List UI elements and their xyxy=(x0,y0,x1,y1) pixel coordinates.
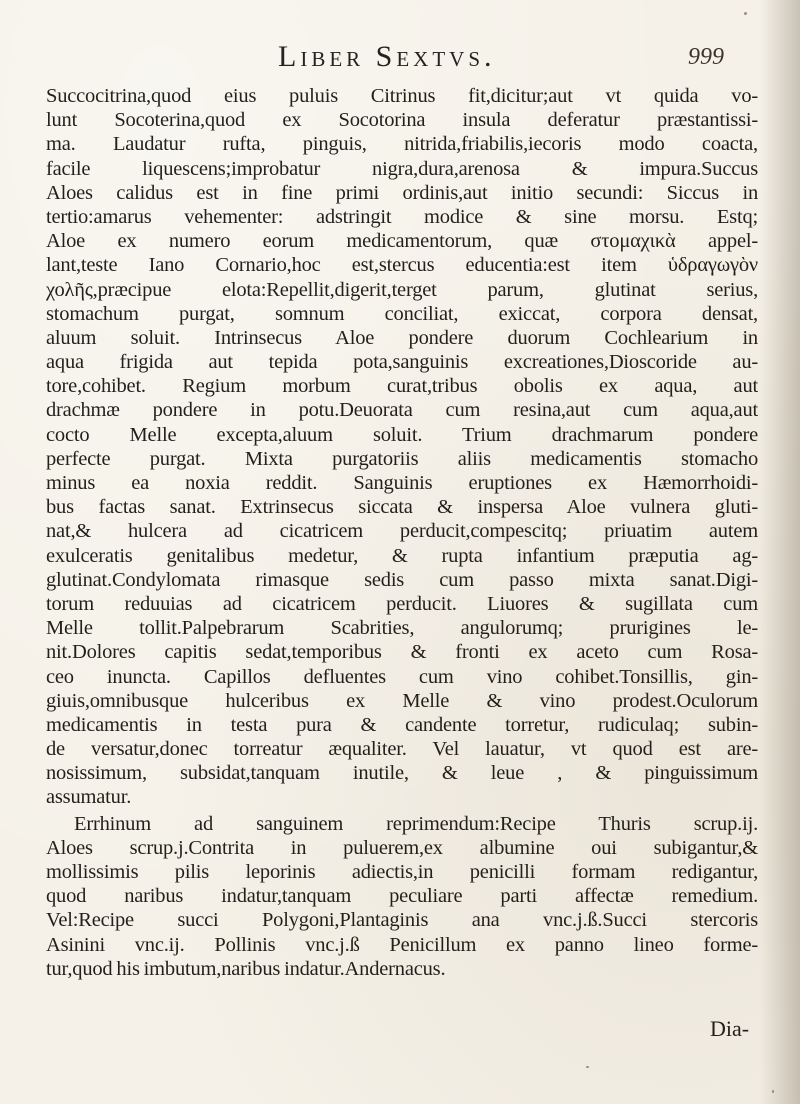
text-line: torum reduuias ad cicatricem perducit. Liuores & sugillata cum xyxy=(46,592,758,615)
text-line: nat,& hulcera ad cicatricem perducit,compescitq; priuatim autem xyxy=(46,520,758,543)
text-line: stomachum purgat, somnum conciliat, exiccat, corpora densat, xyxy=(46,302,758,325)
text-line: cocto Melle excepta,aluum soluit. Trium drachmarum pondere xyxy=(46,423,758,446)
text-line: nosissimum, subsidat,tanquam inutile, & leue , & pinguissimum xyxy=(46,762,758,785)
text-line: ma. Laudatur rufta, pinguis, nitrida,friabilis,iecoris modo coacta, xyxy=(46,133,758,156)
text-line: exulceratis genitalibus medetur, & rupta infantium præputia ag- xyxy=(46,544,758,567)
text-line: nit.Dolores capitis sedat,temporibus & fronti ex aceto cum Rosa- xyxy=(46,641,758,664)
ink-speck xyxy=(744,12,747,15)
text-line: lant,teste Iano Cornario,hoc est,stercus educentia:est item ὑδραγωγὸν xyxy=(46,254,758,277)
text-line: drachmæ pondere in potu.Deuorata cum resina,aut cum aqua,aut xyxy=(46,399,758,422)
page-header xyxy=(0,36,800,76)
text-line: giuis,omnibusque hulceribus ex Melle & vino prodest.Oculorum xyxy=(46,689,758,712)
text-line: assumatur. xyxy=(46,786,132,809)
text-line: mollissimis pilis leporinis adiectis,in penicilli formam redigantur, xyxy=(46,861,758,883)
text-line: minus ea noxia reddit. Sanguinis eruptiones ex Hæmorrhoidi- xyxy=(46,472,758,494)
text-line: tur,quod his imbutum,naribus indatur.Andernacus. xyxy=(46,957,446,980)
text-line: perfecte purgat. Mixta purgatoriis aliis medicamentis stomacho xyxy=(46,447,758,470)
text-line: Melle tollit.Palpebrarum Scabrities, angulorumq; prurigines le- xyxy=(46,617,758,640)
text-line: lunt Socoterina,quod ex Socotorina insula deferatur præstantissi- xyxy=(46,109,758,132)
ink-speck xyxy=(772,1090,774,1093)
text-line: medicamentis in testa pura & candente torretur, rudiculaq; subin- xyxy=(46,713,758,736)
text-line: quod naribus indatur,tanquam peculiare parti affectæ remedium. xyxy=(46,885,758,908)
text-line: Succocitrina,quod eius puluis Citrinus fit,dicitur;aut vt quida vo- xyxy=(46,85,758,107)
text-line: Aloes scrup.j.Contrita in puluerem,ex albumine oui subigantur,& xyxy=(46,836,758,859)
ink-speck xyxy=(586,1066,589,1068)
text-line: Errhinum ad sanguinem reprimendum:Recipe Thuris scrup.ij. xyxy=(74,812,758,835)
text-line: tertio:amarus vehementer: adstringit modice & sine morsu. Estq; xyxy=(46,205,758,228)
page-gutter-shadow xyxy=(760,0,800,1104)
text-line: Asinini vnc.ij. Pollinis vnc.j.ß Penicillum ex panno lineo forme- xyxy=(46,933,758,956)
text-line: aluum soluit. Intrinsecus Aloe pondere duorum Cochlearium in xyxy=(46,326,758,349)
text-line: aqua frigida aut tepida pota,sanguinis excreationes,Dioscoride au- xyxy=(46,351,758,374)
text-line: ceo inuncta. Capillos defluentes cum vino cohibet.Tonsillis, gin- xyxy=(46,665,758,688)
text-line: glutinat.Condylomata rimasque sedis cum passo mixta sanat.Digi- xyxy=(46,568,758,591)
text-line: χολῆς,præcipue elota:Repellit,digerit,terget parum, glutinat serius, xyxy=(46,278,758,301)
text-line: facile liquescens;improbatur nigra,dura,arenosa & impura.Succus xyxy=(46,157,758,180)
catchword: Dia- xyxy=(710,1016,750,1041)
page-number: 999 xyxy=(688,44,724,70)
body-text xyxy=(46,84,758,981)
text-line: de versatur,donec torreatur æqualiter. Vel lauatur, vt quod est are- xyxy=(46,738,758,761)
running-head: Liber Sextvs. xyxy=(278,40,496,73)
text-line: tore,cohibet. Regium morbum curat,tribus obolis ex aqua, aut xyxy=(46,375,758,398)
text-line: Aloe ex numero eorum medicamentorum, quæ στομαχικὰ appel- xyxy=(46,230,758,253)
text-line: Vel:Recipe succi Polygoni,Plantaginis ana vnc.j.ß.Succi stercoris xyxy=(46,909,758,932)
text-line: Aloes calidus est in fine primi ordinis,aut initio secundi: Siccus in xyxy=(46,181,758,204)
text-line: bus factas sanat. Extrinsecus siccata & inspersa Aloe vulnera gluti- xyxy=(46,496,758,519)
